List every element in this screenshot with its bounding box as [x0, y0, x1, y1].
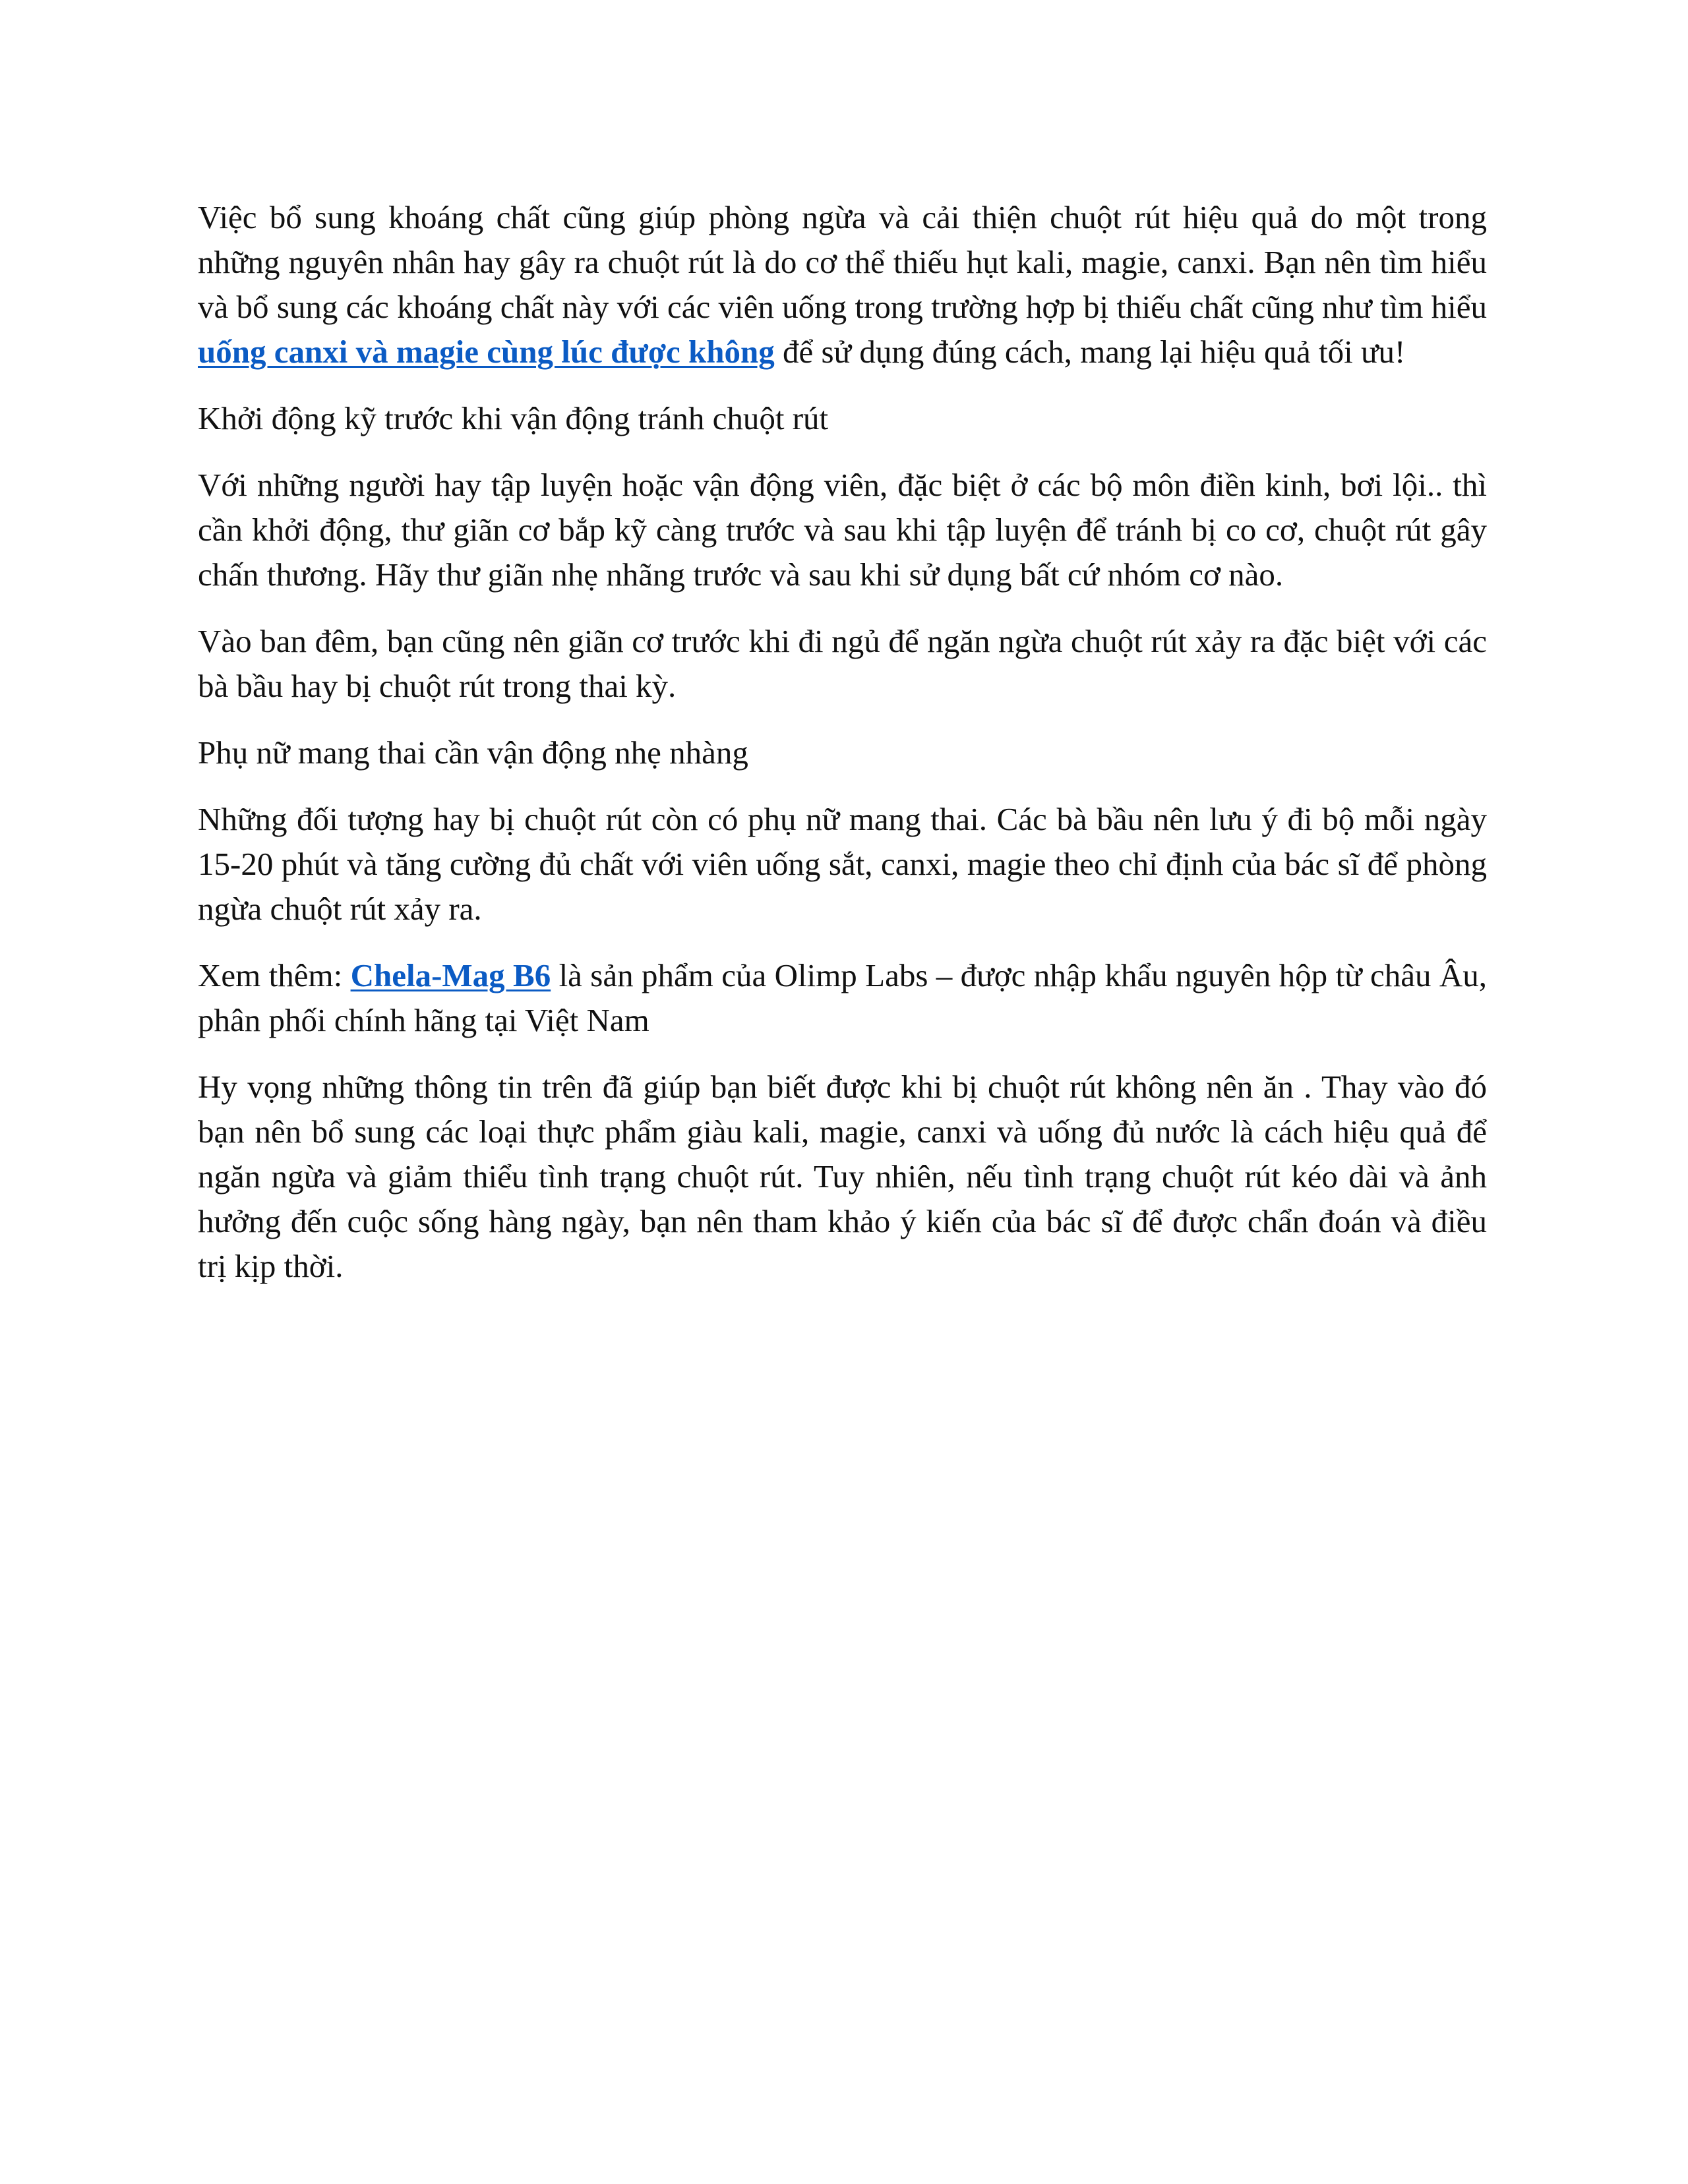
paragraph-minerals-text-after: để sử dụng đúng cách, mang lại hiệu quả tối ưu! — [774, 334, 1406, 370]
link-calcium-magnesium[interactable]: uống canxi và magie cùng lúc được không — [198, 334, 775, 370]
paragraph-night-stretch: Vào ban đêm, bạn cũng nên giãn cơ trước khi đi ngủ để ngăn ngừa chuột rút xảy ra đặc biệt với các bà bầu hay bị chuột rút trong thai kỳ. — [198, 623, 1487, 704]
paragraph-conclusion: Hy vọng những thông tin trên đã giúp bạn biết được khi bị chuột rút không nên ăn . Thay vào đó bạn nên bổ sung các loại thực phẩm giàu kali, magie, canxi và uống đủ nước là cách hiệu quả để ngăn ngừa và giảm thiểu tình trạng chuột rút. Tuy nhiên, nếu tình trạng chuột rút kéo dài và ảnh hưởng đến cuộc sống hàng ngày, bạn nên tham khảo ý kiến của bác sĩ để được chẩn đoán và điều trị kịp thời. — [198, 1069, 1487, 1284]
section-heading-pregnancy: Phụ nữ mang thai cần vận động nhẹ nhàng — [198, 734, 748, 771]
link-chela-mag-b6[interactable]: Chela-Mag B6 — [350, 957, 551, 993]
document-page — [198, 195, 1487, 1311]
section-heading-warmup: Khởi động kỹ trước khi vận động tránh chuột rút — [198, 400, 829, 436]
paragraph-see-more — [198, 953, 1487, 1043]
paragraph-pregnancy: Những đối tượng hay bị chuột rút còn có phụ nữ mang thai. Các bà bầu nên lưu ý đi bộ mỗi ngày 15-20 phút và tăng cường đủ chất với viên uống sắt, canxi, magie theo chỉ định của bác sĩ để phòng ngừa chuột rút xảy ra. — [198, 801, 1487, 927]
paragraph-minerals-text-before: Việc bổ sung khoáng chất cũng giúp phòng ngừa và cải thiện chuột rút hiệu quả do một trong những nguyên nhân hay gây ra chuột rút là do cơ thể thiếu hụt kali, magie, canxi. Bạn nên tìm hiểu và bổ sung các khoáng chất này với các viên uống trong trường hợp bị thiếu chất cũng như tìm hiểu — [198, 199, 1487, 325]
paragraph-athletes: Với những người hay tập luyện hoặc vận động viên, đặc biệt ở các bộ môn điền kinh, bơi lội.. thì cần khởi động, thư giãn cơ bắp kỹ càng trước và sau khi tập luyện để tránh bị co cơ, chuột rút gây chấn thương. Hãy thư giãn nhẹ nhãng trước và sau khi sử dụng bất cứ nhóm cơ nào. — [198, 467, 1487, 593]
see-more-text-after: là sản phẩm của Olimp Labs – được nhập khẩu nguyên hộp từ châu Âu, phân phối chính hãng tại Việt Nam — [198, 957, 1487, 1038]
paragraph-minerals — [198, 195, 1487, 374]
see-more-label: Xem thêm: — [198, 957, 351, 993]
